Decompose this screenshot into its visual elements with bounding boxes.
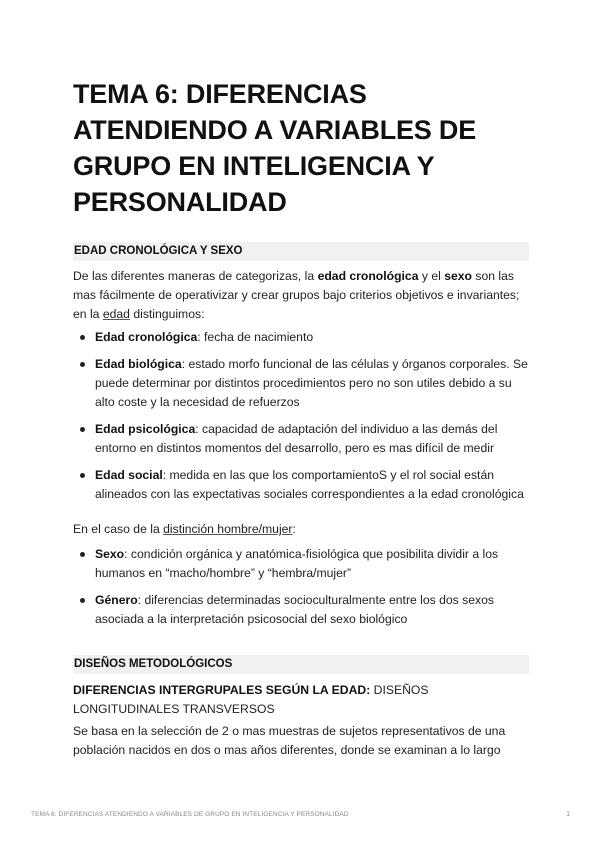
gender-list	[73, 545, 533, 629]
intro-bold-edad-cronologica: edad cronológica	[317, 269, 419, 283]
intro-underline-edad: edad	[102, 307, 130, 321]
list-item-term: Edad social	[95, 468, 163, 482]
list-item-term: Sexo	[95, 547, 125, 561]
gender-intro-underline: distinción hombre/mujer	[163, 522, 293, 536]
list-item	[73, 545, 533, 583]
intro-text-3: son las mas fácilmente de operativizar y crear grupos bajo criterios objetivos e invariantes; en la	[73, 269, 520, 321]
list-item-term: Género	[95, 593, 138, 607]
subheading-intergrupales	[73, 681, 533, 719]
list-item-text: : medida en las que los comportamientoS y el rol social están alineados con las expectativas sociales correspondientes a la edad cronológica	[95, 468, 524, 501]
list-item-text: : capacidad de adaptación del individuo a las demás del entorno en distintos momentos del desarrollo, pero es mas difícil de medir	[95, 422, 498, 455]
gender-intro	[73, 520, 533, 539]
intro-paragraph	[73, 267, 533, 324]
list-item-text: : condición orgánica y anatómica-fisiológica que posibilita dividir a los humanos en “macho/hombre” y “hembra/mujer”	[95, 547, 499, 580]
list-item-term: Edad biológica	[95, 357, 182, 371]
list-item	[73, 328, 533, 347]
intro-text-2: y el	[418, 269, 445, 283]
subheading-rest: DISEÑOS LONGITUDINALES TRANSVERSOS	[73, 683, 429, 716]
bullet-icon	[80, 598, 85, 603]
list-item-term: Edad cronológica	[95, 330, 198, 344]
intro-bold-sexo: sexo	[444, 269, 472, 283]
gender-intro-text-2: :	[292, 522, 296, 536]
page-title: TEMA 6: DIFERENCIAS ATENDIENDO A VARIABLES DE GRUPO EN INTELIGENCIA Y PERSONALIDAD	[73, 79, 477, 217]
list-item-term: Edad psicológica	[95, 422, 196, 436]
gender-intro-text-1: En el caso de la	[73, 522, 164, 536]
list-item-text: : fecha de nacimiento	[197, 330, 314, 344]
bullet-icon	[80, 335, 85, 340]
bullet-icon	[80, 427, 85, 432]
list-item	[73, 420, 533, 458]
bullet-icon	[80, 362, 85, 367]
subheading-bold: DIFERENCIAS INTERGRUPALES SEGÚN LA EDAD:	[73, 683, 371, 697]
bullet-icon	[80, 552, 85, 557]
page-footer: TEMA 6: DIFERENCIAS ATENDIENDO A VARIABLES DE GRUPO EN INTELIGENCIA Y PERSONALIDAD	[31, 811, 349, 818]
list-item	[73, 355, 533, 412]
age-list	[73, 328, 533, 504]
bullet-icon	[80, 473, 85, 478]
list-item	[73, 591, 533, 629]
intro-text-1: De las diferentes maneras de categorizas, la	[73, 269, 318, 283]
section-heading-edad-sexo: EDAD CRONOLÓGICA Y SEXO	[73, 242, 529, 261]
section-heading-disenos: DISEÑOS METODOLÓGICOS	[73, 655, 529, 674]
list-item-text: : estado morfo funcional de las células y órganos corporales. Se puede determinar por distintos procedimientos pero no son utiles debido a su alto coste y la necesidad de refuerzos	[95, 357, 528, 409]
page-number: 1	[566, 811, 570, 818]
intro-text-4: distinguimos:	[129, 307, 205, 321]
list-item	[73, 466, 533, 504]
list-item-text: : diferencias determinadas socioculturalmente entre los dos sexos asociada a la interpretación psicosocial del sexo biológico	[95, 593, 495, 626]
methods-paragraph: Se basa en la selección de 2 o mas muestras de sujetos representativos de una población nacidos en dos o mas años diferentes, donde se examinan a lo largo	[73, 724, 506, 757]
